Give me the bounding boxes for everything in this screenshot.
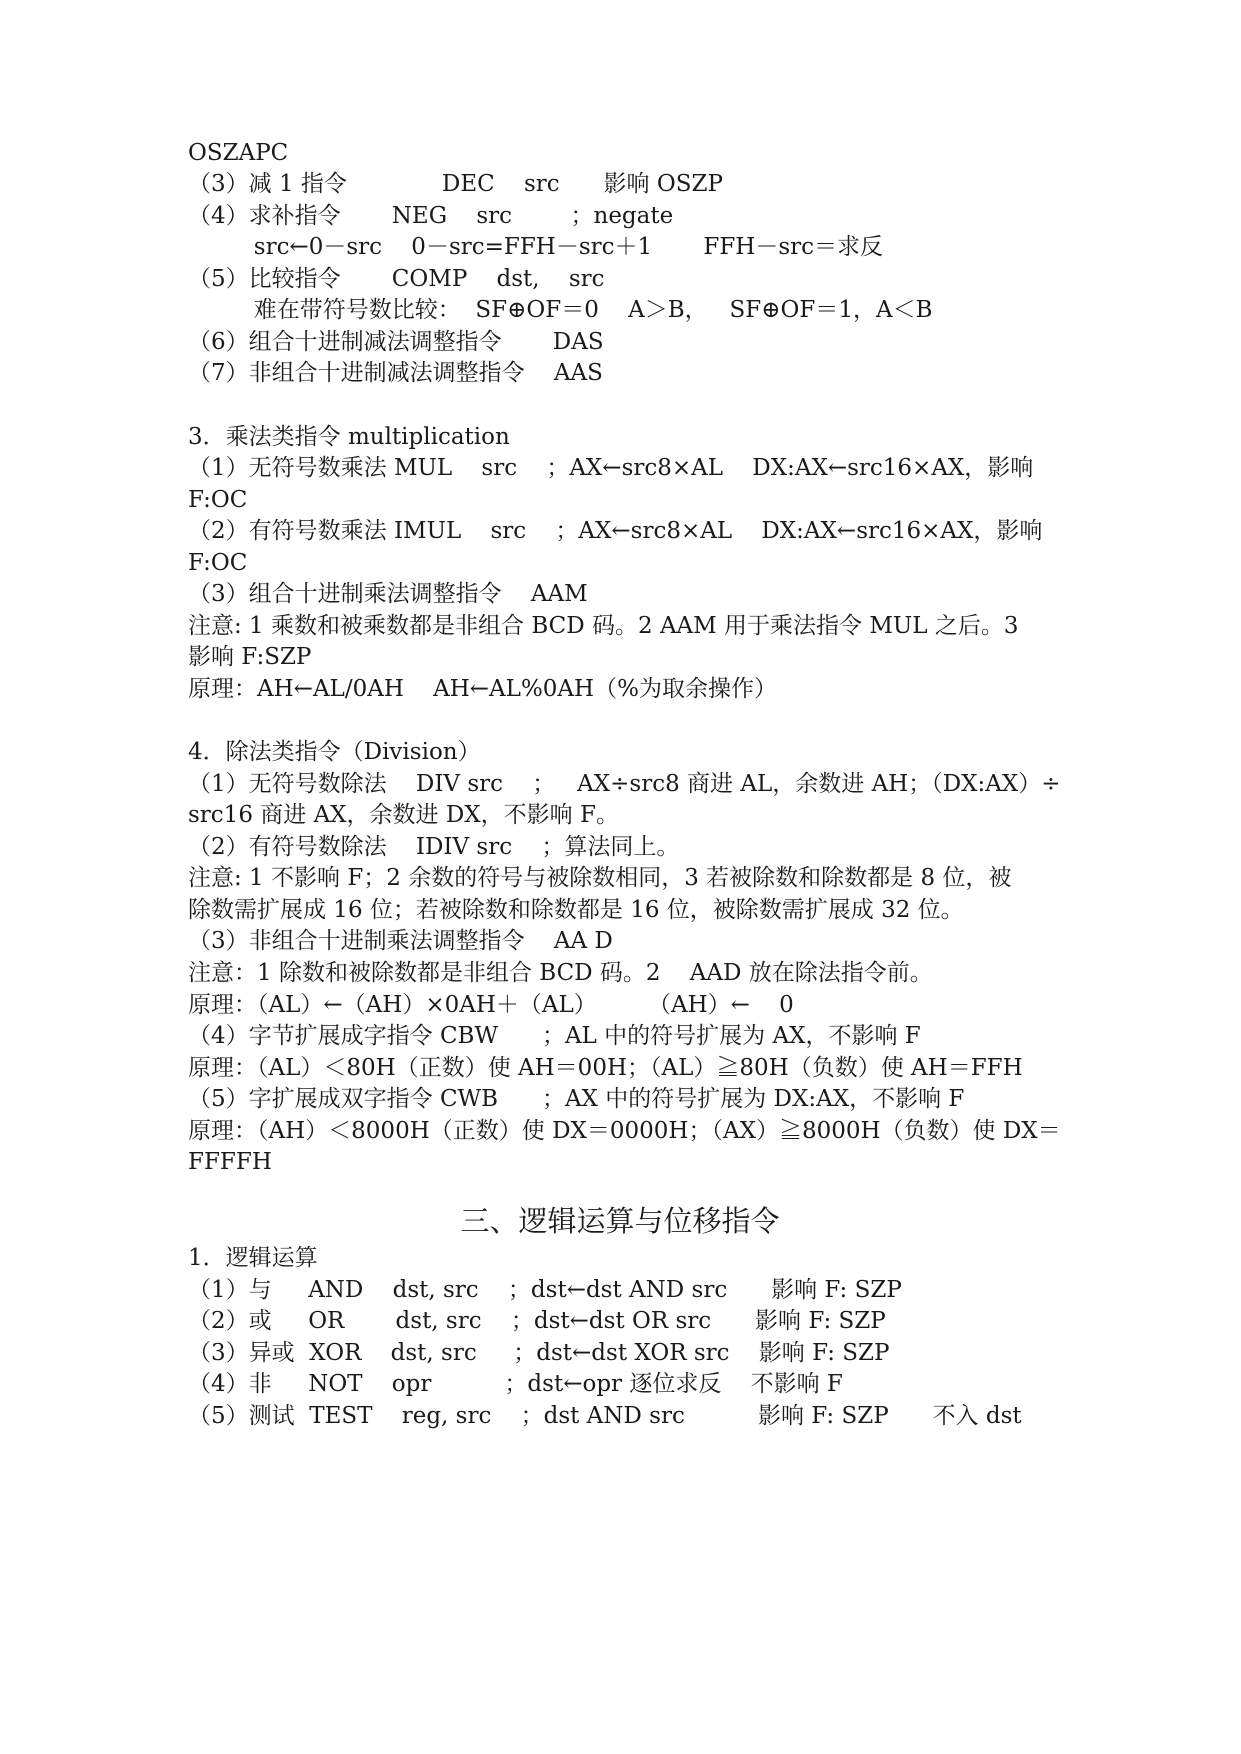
text-line: （7）非组合十进制减法调整指令 AAS [188,360,603,386]
text-line: （4）非 NOT opr ；dst←opr 逐位求反 不影响 F [188,1371,843,1397]
text-line: src←0－src 0－src=FFH－src＋1 FFH－src＝求反 [188,234,884,260]
text-line: OSZAPC [188,140,289,166]
text-line: （1）无符号数除法 DIV src ； AX÷src8 商进 AL，余数进 AH；（DX:AX）÷ [188,771,1061,797]
text-line: 难在带符号数比较： SF⊕OF＝0 A＞B， SF⊕OF＝1，A＜B [188,297,933,323]
text-line: 原理：（AL）←（AH）×0AH＋（AL） （AH）← 0 [188,992,794,1018]
text-line: （5）测试 TEST reg, src ；dst AND src 影响 F: SZP 不入 dst [188,1403,1022,1429]
text-line: 原理：（AL）＜80H（正数）使 AH＝00H；（AL）≧80H（负数）使 AH＝FFH [188,1055,1023,1081]
text-line: 影响 F:SZP [188,644,312,670]
text-line: （4）字节扩展成字指令 CBW ；AL 中的符号扩展为 AX，不影响 F [188,1023,921,1049]
section-heading: 3．乘法类指令 multiplication [188,424,510,450]
text-line: （3）减 1 指令 DEC src 影响 OSZP [188,171,723,197]
text-line: （1）与 AND dst, src ；dst←dst AND src 影响 F: SZP [188,1277,902,1303]
text-line: F:OC [188,550,248,576]
chapter-heading: 三、逻辑运算与位移指令 [460,1204,780,1238]
text-line: FFFFH [188,1149,272,1175]
text-line: （1）无符号数乘法 MUL src ；AX←src8×AL DX:AX←src16×AX，影响 [188,455,1034,481]
section-heading: 4．除法类指令（Division） [188,739,481,765]
text-line: （3）异或 XOR dst, src ；dst←dst XOR src 影响 F: SZP [188,1340,890,1366]
text-line: （4）求补指令 NEG src ；negate [188,203,674,229]
text-line: 除数需扩展成 16 位；若被除数和除数都是 16 位，被除数需扩展成 32 位。 [188,897,964,923]
text-line: 原理：AH←AL/0AH AH←AL%0AH（%为取余操作） [188,676,777,702]
text-line: （5）比较指令 COMP dst, src [188,266,605,292]
text-line: （3）组合十进制乘法调整指令 AAM [188,581,588,607]
text-line: （2）有符号数除法 IDIV src ；算法同上。 [188,834,680,860]
text-line: 注意: 1 乘数和被乘数都是非组合 BCD 码。2 AAM 用于乘法指令 MUL 之后。3 [188,613,1019,639]
text-line: 原理：（AH）＜8000H（正数）使 DX＝0000H；（AX）≧8000H（负数）使 DX＝ [188,1118,1061,1144]
text-line: F:OC [188,487,248,513]
text-line: （3）非组合十进制乘法调整指令 AA D [188,928,613,954]
text-line: （2）有符号数乘法 IMUL src ；AX←src8×AL DX:AX←src16×AX，影响 [188,518,1043,544]
text-line: （2）或 OR dst, src ；dst←dst OR src 影响 F: SZP [188,1308,886,1334]
text-line: （5）字扩展成双字指令 CWB ；AX 中的符号扩展为 DX:AX，不影响 F [188,1086,965,1112]
text-line: （6）组合十进制减法调整指令 DAS [188,329,604,355]
text-line: 注意: 1 不影响 F；2 余数的符号与被除数相同，3 若被除数和除数都是 8 位，被 [188,865,1012,891]
section-heading: 1．逻辑运算 [188,1245,318,1271]
text-line: src16 商进 AX，余数进 DX，不影响 F。 [188,802,619,828]
text-line: 注意：1 除数和被除数都是非组合 BCD 码。2 AAD 放在除法指令前。 [188,960,933,986]
